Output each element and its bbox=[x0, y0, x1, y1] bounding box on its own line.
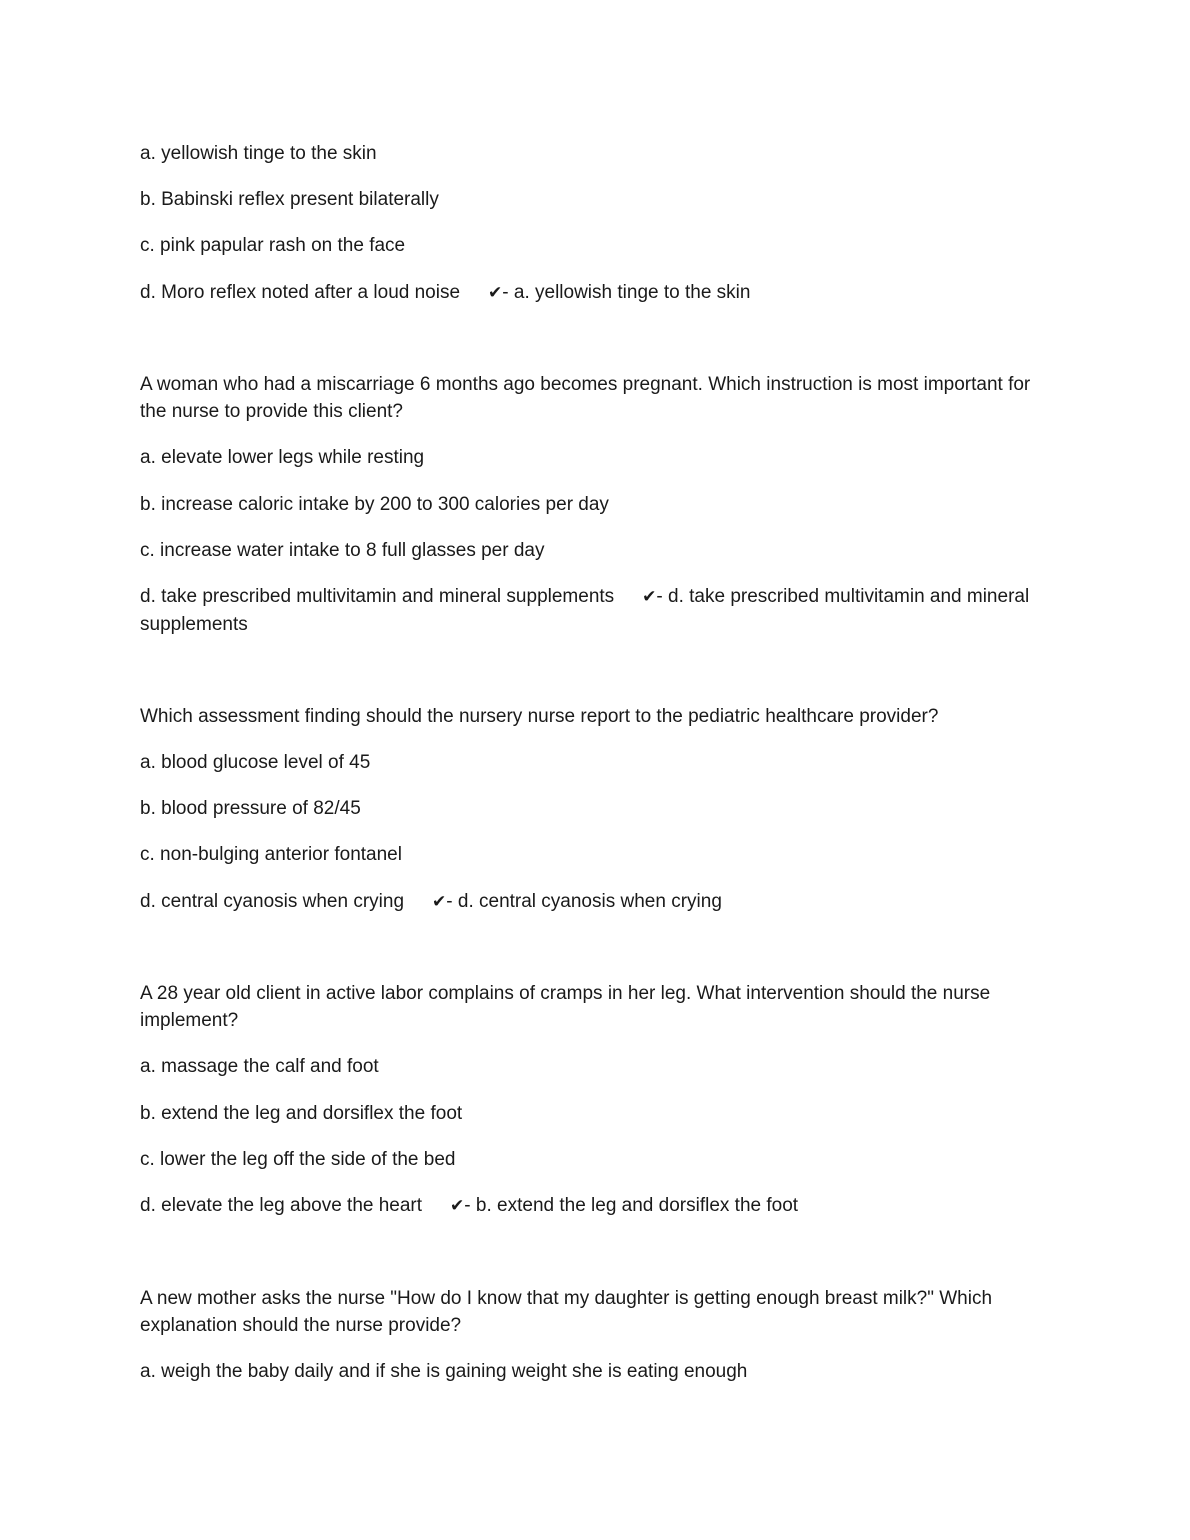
q3-option-c: c. non-bulging anterior fontanel bbox=[140, 844, 402, 865]
q1-option-d: d. Moro reflex noted after a loud noise bbox=[140, 282, 461, 303]
q3-question: Which assessment finding should the nursery nurse report to the pediatric healthcare provider? bbox=[140, 706, 939, 727]
q2-option-b: b. increase caloric intake by 200 to 300 calories per day bbox=[140, 494, 609, 515]
q1-option-b: b. Babinski reflex present bilaterally bbox=[140, 189, 439, 210]
q3-option-d: d. central cyanosis when crying bbox=[140, 891, 405, 912]
q4-option-a: a. massage the calf and foot bbox=[140, 1056, 379, 1077]
q4-answer: - b. extend the leg and dorsiflex the foot bbox=[464, 1195, 799, 1216]
document-page bbox=[140, 0, 1045, 1540]
q4-option-d-with-answer bbox=[140, 1192, 1045, 1220]
q4-option-c: c. lower the leg off the side of the bed bbox=[140, 1149, 456, 1170]
q2-option-c: c. increase water intake to 8 full glasses per day bbox=[140, 540, 545, 561]
q1-option-c: c. pink papular rash on the face bbox=[140, 235, 406, 256]
q3-answer: - d. central cyanosis when crying bbox=[446, 891, 722, 912]
q5-question: A new mother asks the nurse "How do I know that my daughter is getting enough breast milk?" Which explanation should the nurse provide? bbox=[140, 1288, 993, 1336]
q3-option-b: b. blood pressure of 82/45 bbox=[140, 798, 361, 819]
q4-question: A 28 year old client in active labor complains of cramps in her leg. What intervention should the nurse implement? bbox=[140, 983, 991, 1031]
q3-option-a: a. blood glucose level of 45 bbox=[140, 752, 371, 773]
q4-option-d: d. elevate the leg above the heart bbox=[140, 1195, 423, 1216]
q1-option-a: a. yellowish tinge to the skin bbox=[140, 143, 377, 164]
q2-option-d-with-answer bbox=[140, 583, 1045, 638]
checkmark-icon: ✔ bbox=[488, 283, 503, 303]
checkmark-icon: ✔ bbox=[432, 892, 447, 912]
q3-option-d-with-answer bbox=[140, 888, 1045, 916]
q2-option-a: a. elevate lower legs while resting bbox=[140, 447, 425, 468]
q1-option-d-with-answer bbox=[140, 279, 1045, 307]
checkmark-icon: ✔ bbox=[642, 587, 657, 607]
q2-answer: - d. take prescribed multivitamin and mineral supplements bbox=[140, 586, 1030, 635]
q5-option-a: a. weigh the baby daily and if she is gaining weight she is eating enough bbox=[140, 1361, 748, 1382]
q1-answer: - a. yellowish tinge to the skin bbox=[502, 282, 751, 303]
q2-question: A woman who had a miscarriage 6 months ago becomes pregnant. Which instruction is most important for the nurse to provide this client? bbox=[140, 374, 1031, 422]
checkmark-icon: ✔ bbox=[450, 1196, 465, 1216]
q4-option-b: b. extend the leg and dorsiflex the foot bbox=[140, 1103, 463, 1124]
q2-option-d: d. take prescribed multivitamin and mineral supplements bbox=[140, 586, 615, 607]
